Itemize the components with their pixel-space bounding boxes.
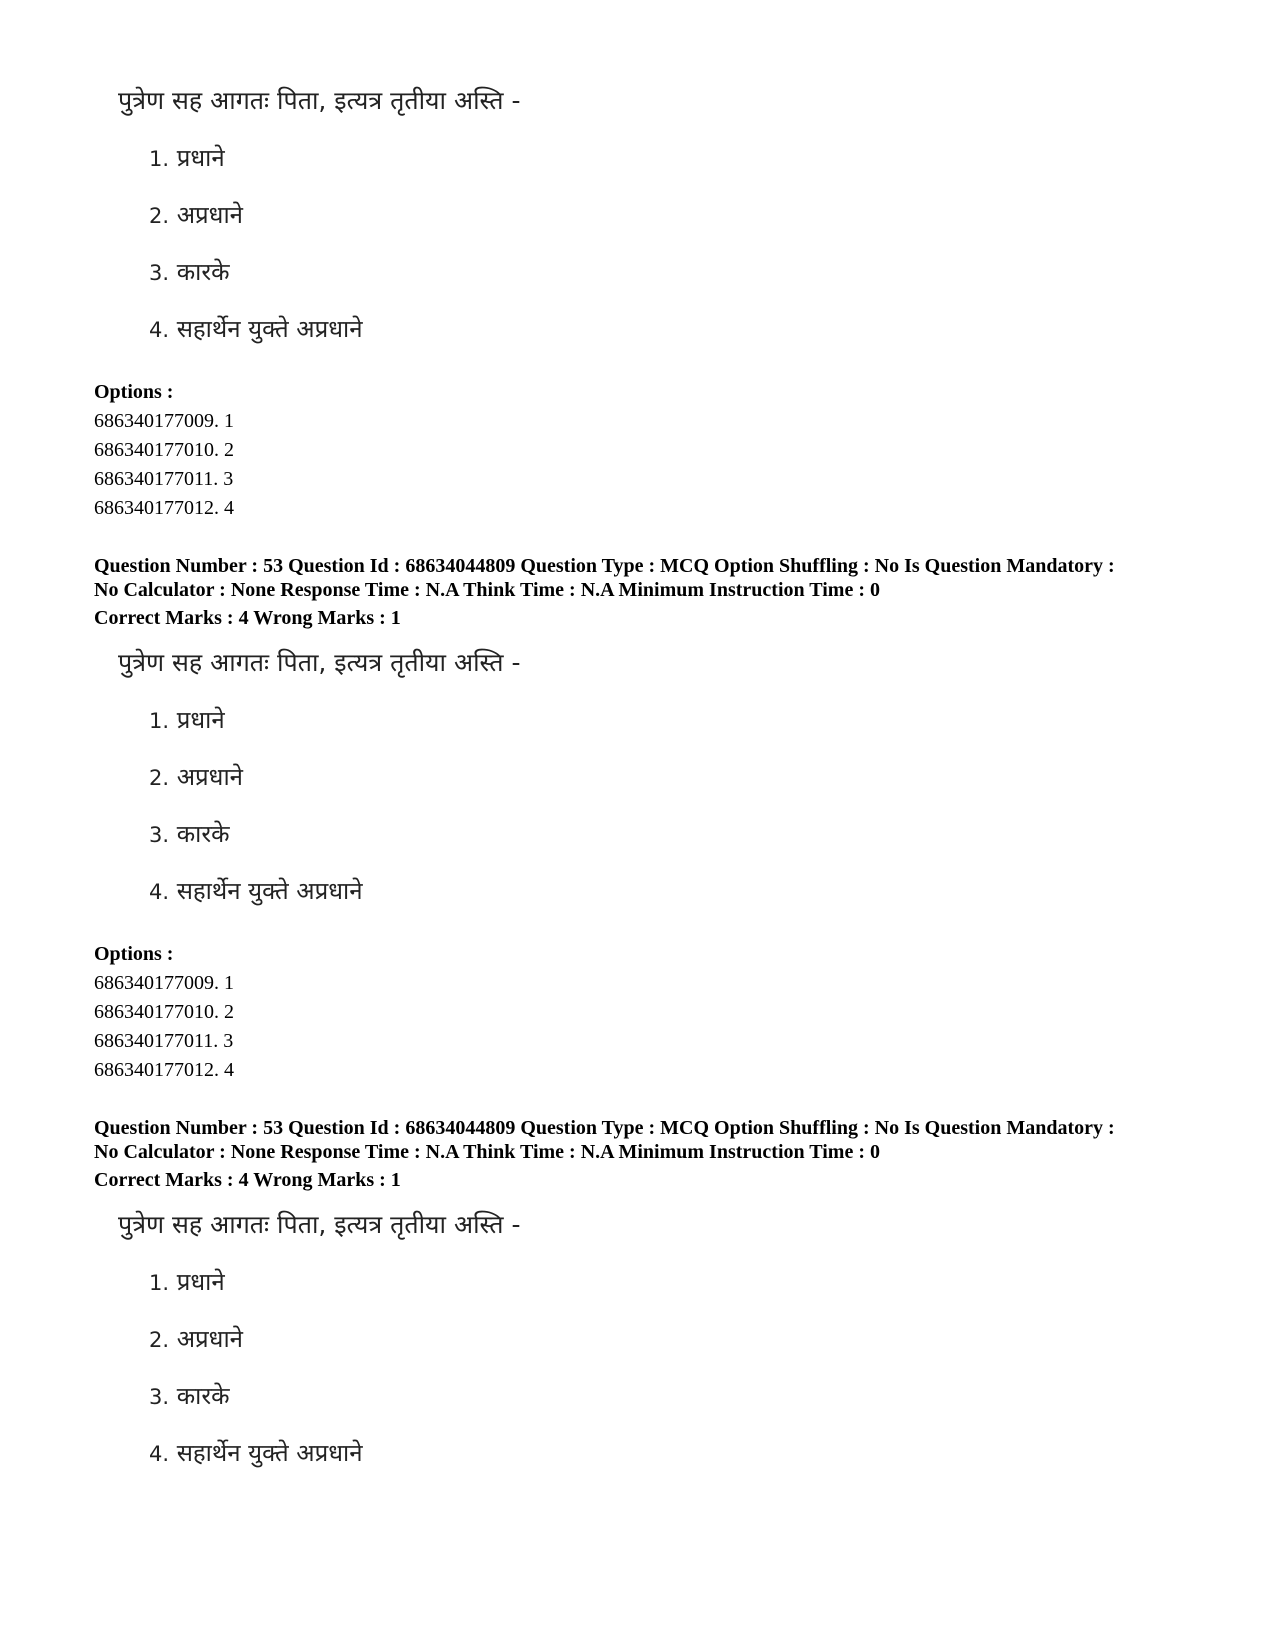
choice-text: कारके [176, 258, 230, 286]
question-choice [149, 819, 749, 849]
choice-text: अप्रधाने [176, 201, 243, 229]
question-stem: पुत्रेण सह आगतः पिता, इत्यत्र तृतीया अस्ति - [118, 1210, 521, 1239]
question-meta [94, 1116, 1254, 1164]
choice-number: 4. [149, 880, 170, 904]
choice-text: अप्रधाने [176, 1325, 243, 1353]
question-stem: पुत्रेण सह आगतः पिता, इत्यत्र तृतीया अस्ति - [118, 648, 521, 677]
option-row: 686340177010. 2 [94, 439, 234, 461]
choice-number: 2. [149, 1328, 170, 1352]
options-label: Options : [94, 943, 174, 965]
choice-number: 2. [149, 766, 170, 790]
choice-text: सहार्थेन युक्ते अप्रधाने [176, 315, 363, 343]
question-choices [149, 705, 749, 906]
question-choice [149, 876, 749, 906]
question-image [118, 86, 718, 344]
choice-text: कारके [176, 1382, 230, 1410]
choice-number: 3. [149, 823, 170, 847]
choice-number: 1. [149, 709, 170, 733]
question-choice [149, 1324, 749, 1354]
question-choice [149, 314, 749, 344]
choice-text: अप्रधाने [176, 763, 243, 791]
choice-number: 1. [149, 1271, 170, 1295]
choice-text: प्रधाने [176, 1268, 225, 1296]
option-row: 686340177009. 1 [94, 972, 234, 994]
choice-text: प्रधाने [176, 706, 225, 734]
question-image [118, 1210, 718, 1468]
question-choice [149, 1381, 749, 1411]
question-choice [149, 257, 749, 287]
choice-number: 1. [149, 147, 170, 171]
choice-number: 2. [149, 204, 170, 228]
question-choice [149, 1267, 749, 1297]
question-stem: पुत्रेण सह आगतः पिता, इत्यत्र तृतीया अस्ति - [118, 86, 521, 115]
option-row: 686340177011. 3 [94, 468, 234, 490]
question-choices [149, 143, 749, 344]
option-row: 686340177012. 4 [94, 497, 234, 519]
question-meta-line: Question Number : 53 Question Id : 68634044809 Question Type : MCQ Option Shuffling : No Is Question Mandatory : [94, 1117, 1115, 1139]
question-meta-line: Question Number : 53 Question Id : 68634044809 Question Type : MCQ Option Shuffling : No Is Question Mandatory : [94, 555, 1115, 577]
question-image [118, 648, 718, 906]
question-meta-line: No Calculator : None Response Time : N.A Think Time : N.A Minimum Instruction Time : 0 [94, 579, 880, 601]
options-list [94, 940, 234, 1085]
choice-text: सहार्थेन युक्ते अप्रधाने [176, 1439, 363, 1467]
marks-line: Correct Marks : 4 Wrong Marks : 1 [94, 607, 401, 629]
choice-text: कारके [176, 820, 230, 848]
option-row: 686340177012. 4 [94, 1059, 234, 1081]
option-row: 686340177009. 1 [94, 410, 234, 432]
choice-number: 3. [149, 1385, 170, 1409]
question-choice [149, 143, 749, 173]
option-row: 686340177010. 2 [94, 1001, 234, 1023]
choice-text: प्रधाने [176, 144, 225, 172]
choice-number: 4. [149, 1442, 170, 1466]
question-choice [149, 200, 749, 230]
choice-text: सहार्थेन युक्ते अप्रधाने [176, 877, 363, 905]
options-list [94, 378, 234, 523]
choice-number: 3. [149, 261, 170, 285]
question-meta-line: No Calculator : None Response Time : N.A Think Time : N.A Minimum Instruction Time : 0 [94, 1141, 880, 1163]
question-meta [94, 554, 1254, 602]
question-choice [149, 762, 749, 792]
question-choices [149, 1267, 749, 1468]
question-choice [149, 705, 749, 735]
option-row: 686340177011. 3 [94, 1030, 234, 1052]
choice-number: 4. [149, 318, 170, 342]
question-choice [149, 1438, 749, 1468]
options-label: Options : [94, 381, 174, 403]
marks-line: Correct Marks : 4 Wrong Marks : 1 [94, 1169, 401, 1191]
